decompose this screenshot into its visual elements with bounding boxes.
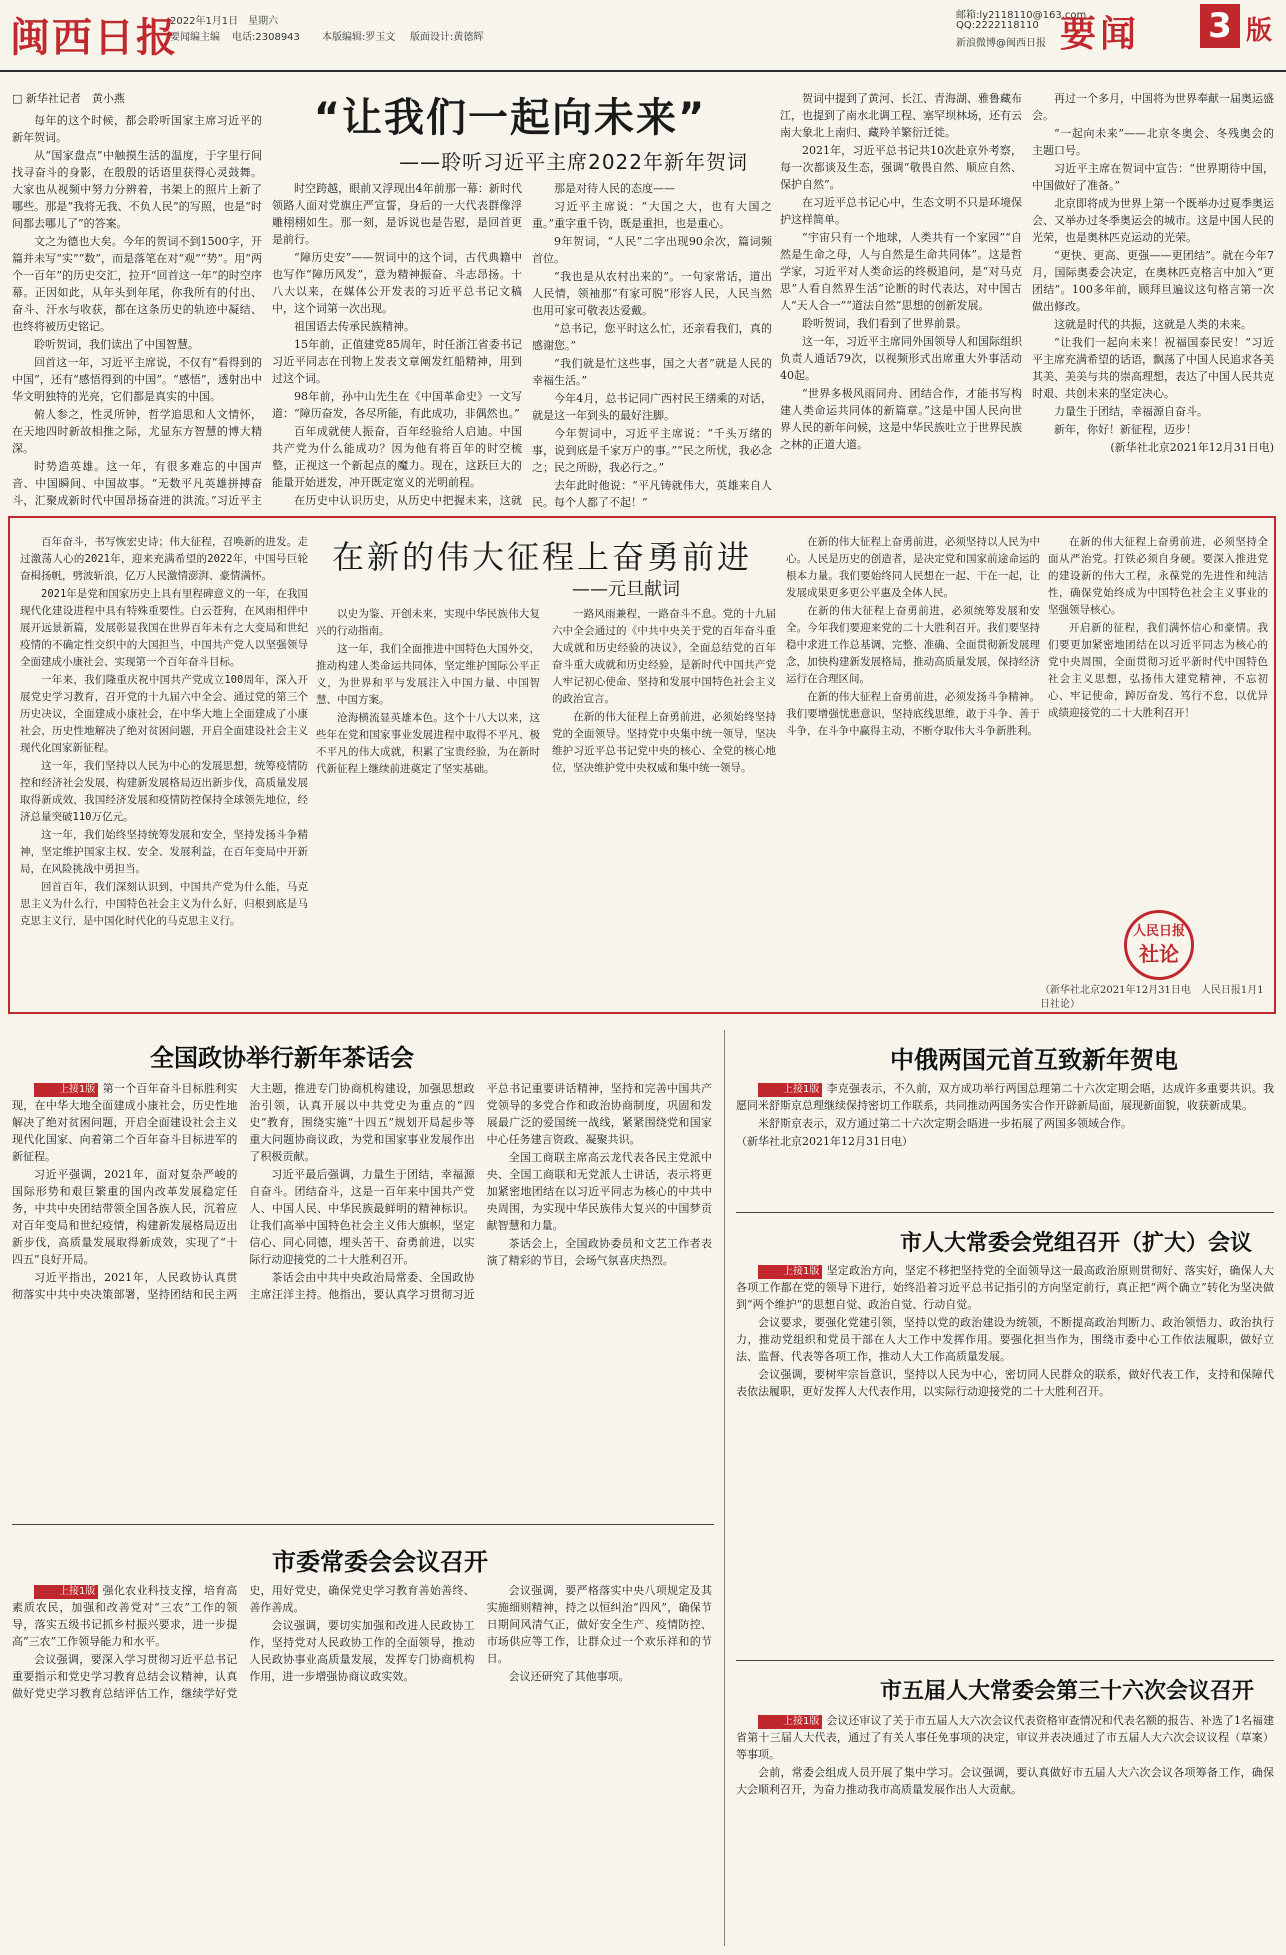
paragraph: 一年来，我们隆重庆祝中国共产党成立100周年，深入开展党史学习教育，召开党的十九届六中全会、通过党的第三个历史决议，全面建成小康社会，在中华大地上全面建成了小康社会，历史性地解决了绝对贫困问题，开启全面建设社会主义现代化国家新征程。: [20, 674, 308, 754]
paragraph: 习近平强调，2021年，面对复杂严峻的国际形势和艰巨繁重的国内改革发展稳定任务，中共中央团结带领全国各族人民，沉着应对百年变局和世纪疫情，构建新发展格局迈出新步伐，高质量发展取得新成效，实现了“十四五”良好开局。: [12, 1168, 238, 1266]
paragraph: 习近平主席在贺词中宣告：“世界期待中国，中国做好了准备。”: [1032, 162, 1274, 192]
continued-tag: 上接1版: [758, 1265, 822, 1279]
paragraph: 2021年是党和国家历史上具有里程碑意义的一年，在我国现代化建设进程中具有特殊重要性。白云苍狗，在风雨相伴中展开远景新篇，发展彰显我国在世界百年未有之大变局和世纪疫情的不确定性交织中的大国担当，中国共产党人以坚强领导全面建成小康社会、实现第一个百年奋斗目标。: [20, 588, 308, 668]
paragraph: 这一年，我们坚持以人民为中心的发展思想，统筹疫情防控和经济社会发展，构建新发展格局迈出新步伐，高质量发展取得新成效，我国经济发展和疫情防控保持全球领先地位，经济总量突破110万亿元。: [20, 760, 308, 823]
page-number: 3: [1200, 4, 1240, 48]
desk-editor: 本版编辑:罗玉文: [322, 32, 396, 43]
seal-text-bottom: 社论: [1139, 942, 1179, 966]
paragraph: 力量生于团结，幸福源自奋斗。: [1054, 405, 1208, 418]
paragraph: 会议还研究了其他事项。: [508, 1670, 630, 1683]
phone: 电话:2308943: [232, 32, 300, 43]
paragraph: 在新的伟大征程上奋勇前进，必须坚持全面从严治党。打铁必须自身硬。要深入推进党的建设新的伟大工程，永葆党的先进性和纯洁性，确保党始终成为中国特色社会主义事业的坚强领导核心。: [1048, 536, 1268, 616]
paragraph: 15年前，正值建党85周年，时任浙江省委书记习近平同志在刊物上发表文章阐发红船精神，用到过这个词。: [272, 338, 522, 385]
commentary-headline: 在新的伟大征程上奋勇前进: [331, 538, 752, 576]
editorial-seal: [1124, 910, 1194, 980]
paragraph: “总书记，您平时这么忙，还亲看我们，真的感谢您。”: [532, 322, 772, 352]
issue-date: 2022年1月1日 星期六: [170, 16, 279, 27]
paragraph: 回首百年，我们深刻认识到，中国共产党为什么能，马克思主义为什么行，中国特色社会主义为什么好，归根到底是马克思主义行，是中国化时代化的马克思主义行。: [20, 881, 308, 927]
paragraph: 百年成就使人振奋，百年经验给人启迪。中国共产党为什么能成功？因为他有将百年的时空梳整，正视这一个新起点的魔力。现在，这跃巨大的能量开始迸发，冲开既定宽义的光明前程。: [272, 425, 522, 489]
paragraph: 贺词中提到了黄河、长江、青海湖、雅鲁藏布江，也提到了南水北调工程、塞罕坝林场，还有云南大象北上南归、藏羚羊繁衍迁徙。: [780, 92, 1022, 139]
paragraph: 茶话会上，全国政协委员和文艺工作者表演了精彩的节目，会场气氛喜庆热烈。: [486, 1237, 712, 1267]
lead-column-4: [780, 90, 1274, 508]
section-name: 要闻: [1060, 14, 1141, 55]
paragraph: 聆听贺词，我们读出了中国智慧。: [34, 338, 199, 351]
npc-session-body: [736, 1712, 1274, 1946]
lead-subheadline: ——聆听习近平主席2022年新年贺词: [399, 150, 748, 174]
lead-headline: “让我们一起向未来”: [313, 95, 707, 141]
paragraph: 上接1版 强化农业科技支撑，培育高素质农民，加强和改善党对“三农”工作的领导，落实五级书记抓乡村振兴要求，进一步提高“三农”工作领导能力和水平。: [12, 1584, 238, 1648]
paragraph: “更快、更高、更强——更团结”。就在今年7月，国际奥委会决定，在奥林匹克格言中加入“更团结”。100多年前，顾拜旦遍议这句格言第一次做出修改。: [1032, 249, 1274, 313]
paragraph: 上接1版 第一个百年奋斗目标胜利实现，在中华大地全面建成小康社会，历史性地解决了绝对贫困问题，开启全面建设社会主义现代化国家、向着第二个百年奋斗目标进军的新征程。: [12, 1082, 238, 1163]
paragraph: 俯人参之，性灵所钟，哲学追思和人文情怀，在天地四时新故相推之际，尤显东方智慧的博大精深。: [12, 408, 262, 455]
cppcc-body: [12, 1080, 712, 1520]
paragraph: 全国工商联主席高云龙代表各民主党派中央、全国工商联和无党派人士讲话，表示将更加紧密地团结在以习近平同志为核心的中共中央周围，为实现中华民族伟大复兴的中国梦贡献智慧和力量。: [486, 1151, 712, 1232]
paragraph: 上接1版 坚定政治方向，坚定不移把坚持党的全面领导这一最高政治原则贯彻好、落实好，确保人大各项工作都在党的领导下进行，始终沿着习近平总书记指引的方向坚定前行，真正把“两个确立”转化为坚决做到“两个维护”的思想自觉、政治自觉、行动自觉。: [736, 1264, 1274, 1311]
paragraph: 在新的伟大征程上奋勇前进，必须坚持以人民为中心。人民是历史的创造者，是决定党和国家前途命运的根本力量。我们要始终同人民想在一起、干在一起，让发展成果更多更公平惠及全体人民。: [786, 536, 1040, 599]
continued-tag: 上接1版: [34, 1585, 98, 1599]
paragraph: 回首这一年，习近平主席说，不仅有“看得到的中国”，还有“感悟得到的中国”。“感悟”，透射出中华文明独特的光亮，它们都是真实的中国。: [12, 356, 262, 403]
city-meeting-body: [12, 1582, 712, 1946]
paragraph: 在新的伟大征程上奋勇前进，必须始终坚持党的全面领导。坚持党中央集中统一领导，坚决维护习近平总书记党中央的核心、全党的核心地位，坚决维护党中央权威和集中统一领导。: [552, 711, 776, 774]
commentary-column-3: [786, 534, 1040, 1004]
paragraph: 习近平最后强调，力量生于团结，幸福源自奋斗。团结奋斗，这是一百年来中国共产党人、中国人民、中华民族最鲜明的精神标识。让我们高举中国特色社会主义伟大旗帜，坚定信心、同心同德，埋头苦干、奋勇前进，以实际行动迎接党的二十大胜利召开。: [249, 1168, 475, 1266]
commentary-dateline: （新华社北京2021年12月31日电 人民日报1月1日社论）: [1040, 985, 1264, 1010]
column-divider: [724, 1030, 725, 1946]
paragraph: 文之为德也大矣。今年的贺词不到1500字，开篇并未写“实”“数”，而是落笔在对“观”“势”。用“两个一百年”的历史交汇，拉开“回首这一年”的时空序幕。正因如此，从年头到年尾，你我所有的付出、奋斗、汗水与收获，都在这条历史的轨迹中凝结、也终将被历史铭记。: [12, 235, 262, 333]
dateline: (新华社北京2021年12月31日电): [1110, 441, 1274, 454]
paragraph: 时势造英雄。这一年，有很多难忘的中国声音、中国瞬间、中国故事。“无数平凡英雄拼搏奋斗，汇聚成新时代中国昂扬奋进的洪流。”习近平主: [12, 460, 262, 507]
paragraph: 茶话会由中共中央政治局常委、全国政协主席汪洋主持。他指出，要认真学习贯彻习近平总书记重要讲话精神，坚持和完善中国共产党领导的多党合作和政治协商制度，巩固和发展最广泛的爱国统一战线，紧紧围绕党和国家中心任务建言资政、凝聚共识。: [249, 1082, 712, 1301]
weibo: 新浪微博@闽西日报: [956, 38, 1046, 49]
cppcc-headline: 全国政协举行新年茶话会: [150, 1044, 414, 1072]
paragraph: “让我们一起向未来！祝福国泰民安！”习近平主席充满希望的话语，飘荡了中国人民追求各美其美、美美与共的崇高理想，表达了中国人民共克时艰、共创未来的坚定决心。: [1032, 336, 1274, 400]
lead-column-1: [12, 112, 262, 508]
paragraph: “世界多极风雨同舟、团结合作，才能书写构建人类命运共同体的新篇章。”这是中国人民向世界人民的新年问候，这是中华民族吐立于世界民族之林的正道大道。: [780, 387, 1022, 451]
paragraph: 2021年，习近平总书记共10次赴京外考察，每一次都谈及生态，强调“敬畏自然、顺应自然、保护自然”。: [780, 144, 1022, 191]
paragraph: 这一年，我们全面推进中国特色大国外交，推动构建人类命运共同体，坚定维护国际公平正义，为世界和平与发展注入中国力量、中国智慧、中国方案。: [316, 643, 540, 706]
continued-tag: 上接1版: [34, 1083, 98, 1097]
paragraph: 上接1版 李克强表示，不久前，双方成功举行两国总理第二十六次定期会晤，达成许多重要共识。我愿同米舒斯京总理继续保持密切工作联系，共同推动两国务实合作开辟新局面，展现新面貌，收获新成果。: [736, 1082, 1274, 1112]
page-suffix: 版: [1246, 16, 1273, 46]
paragraph: 开启新的征程，我们满怀信心和豪情。我们要更加紧密地团结在以习近平同志为核心的党中央周围，全面贯彻习近平新时代中国特色社会主义思想，弘扬伟大建党精神，不忘初心、牢记使命，踔厉奋发、笃行不怠，以优异成绩迎接党的二十大胜利召开！: [1048, 622, 1268, 719]
newspaper-logo: 闽西日报: [10, 14, 178, 61]
continued-tag: 上接1版: [758, 1715, 822, 1729]
paragraph: 时空跨越，眼前又浮现出4年前那一幕：新时代领路人面对党旗庄严宣誓，身后的一大代表群像浮雕栩栩如生。那一刻，是诉说也是告慰，是回首更是前行。: [272, 182, 522, 246]
commentary-column-2: [316, 606, 776, 1004]
qq: QQ:2222118110: [956, 20, 1039, 31]
paragraph: 再过一个多月，中国将为世界奉献一届奥运盛会。: [1032, 92, 1274, 122]
paragraph: 在历史中认识历史，从历史中把握未来，这就: [294, 494, 522, 507]
paragraph: 米舒斯京表示，双方通过第二十六次定期会晤进一步拓展了两国多领域合作。: [758, 1117, 1132, 1130]
paragraph: 会前，常委会组成人员开展了集中学习。会议强调，要认真做好市五届人大六次会议各项筹备工作，确保大会顺利召开，为奋力推动我市高质量发展作出人大贡献。: [736, 1766, 1274, 1796]
paragraph: 今年贺词中，习近平主席说：“千头万绪的事，说到底是千家万户的事。”“民之所忧，我必念之；民之所盼，我必行之。”: [532, 427, 772, 474]
npc-session-headline: 市五届人大常委会第三十六次会议召开: [880, 1679, 1255, 1704]
commentary-column-4: [1048, 534, 1268, 904]
paragraph: 今年4月，总书记同广西村民王缮乘的对话，就是这一年到头的最好注脚。: [532, 392, 772, 422]
paragraph: 沧海横流显英雄本色。这个十八大以来，这些年在党和国家事业发展进程中取得不平凡、极不平凡的伟大成就，积累了宝贵经验，为在新时代新征程上继续前进奠定了坚实基础。: [316, 712, 540, 775]
paragraph: “宇宙只有一个地球，人类共有一个家园”“自然是生命之母，人与自然是生命共同体”。这是哲学家，习近平对人类命运的终极追问，是“对马克思”人看自然界生活“论断的时代表达，对中国古人“天人合一”“道法自然”思想的创新发展。: [780, 231, 1022, 312]
divider: [12, 1524, 714, 1525]
paragraph: 以史为鉴、开创未来，实现中华民族伟大复兴的行动指南。: [316, 608, 540, 637]
paragraph: 这就是时代的共振，这就是人类的未来。: [1054, 318, 1252, 331]
lead-column-2: [272, 180, 522, 508]
divider: [736, 1212, 1274, 1213]
continued-tag: 上接1版: [758, 1083, 822, 1097]
commentary-subheadline: ——元旦献词: [572, 579, 680, 600]
paragraph: 一路风雨兼程，一路奋斗不息。党的十九届六中全会通过的《中共中央关于党的百年奋斗重大成就和历史经验的决议》，全面总结党的百年奋斗重大成就和历史经验，是新时代中国共产党人牢记初心使命、坚持和发展中国特色社会主义的政治宣言。: [552, 608, 776, 705]
paragraph: 这一年，习近平主席同外国领导人和国际组织负责人通话79次，以视频形式出席重大外事活动40起。: [780, 335, 1022, 382]
paragraph: “一起向未来”——北京冬奥会、冬残奥会的主题口号。: [1032, 127, 1274, 157]
paragraph: 那是对待人民的态度——: [554, 182, 675, 195]
paragraph: “我们就是忙这些事，国之大者”就是人民的幸福生活。”: [532, 357, 772, 387]
paragraph: 去年此时他说：“平凡铸就伟大，英雄来自人民。每个人都了不起！”: [532, 479, 772, 508]
editor-line: 要闻编主编: [170, 32, 220, 43]
paragraph: 习近平主席说：“大国之大，也有大国之重。”重字重千钧，既是重担，也是重心。: [532, 200, 772, 230]
city-meeting-headline: 市委常委会会议召开: [272, 1548, 488, 1576]
paragraph: 会议强调，要严格落实中央八项规定及其实施细则精神，持之以恒纠治“四风”，确保节日期间风清气正，做好安全生产、疫情防控、市场供应等工作，让群众过一个欢乐祥和的节日。: [486, 1584, 712, 1665]
paragraph: 在新的伟大征程上奋勇前进，必须发扬斗争精神。我们要增强忧患意识，坚持底线思维，敢于斗争、善于斗争，在斗争中赢得主动，不断夺取伟大斗争新胜利。: [786, 691, 1040, 737]
paragraph: 从“国家盘点”中触摸生活的温度，于字里行间找寻奋斗的身影，在殷殷的话语里获得心灵鼓舞。大家也从视频中努力分辨着，书架上的照片上新了哪些。那是“我将无我、不负人民”的写照，也是“时间都去哪儿了”的答案。: [12, 149, 262, 230]
paragraph: “我也是从农村出来的”。一句家常话，道出人民情，领袖那“有家可脱”形容人民，人民当然也用可家可敬表达爱戴。: [532, 270, 772, 317]
paragraph: 会议强调，要切实加强和改进人民政协工作，坚持党对人民政协工作的全面领导，推动人民政协事业高质量发展，发挥专门协商机构作用，进一步增强协商议政实效。: [249, 1619, 475, 1683]
seal-text-top: 人民日报: [1132, 924, 1185, 939]
divider: [736, 1660, 1274, 1661]
paragraph: 习近平指出，2021年，人民政协认真贯彻落实中共中央决策部署，坚持团结和民主两大主题，推进专门协商机构建设，加强思想政治引领，认真开展以中共党史为重点的“四史”教育，围绕实施“十四五”规划开局起步等重大问题协商议政，为党和国家事业发展作出了积极贡献。: [12, 1082, 475, 1301]
paragraph: 在新的伟大征程上奋勇前进，必须统筹发展和安全。今年我们要迎来党的二十大胜利召开。我们要坚持稳中求进工作总基调，完整、准确、全面贯彻新发展理念，加快构建新发展格局，推动高质量发展，保持经济运行在合理区间。: [786, 605, 1040, 685]
commentary-column-1: [20, 534, 308, 1004]
email: 邮箱:ly2118110@163.com: [956, 10, 1087, 21]
npc-party-body: [736, 1262, 1274, 1652]
paragraph: 这一年，我们始终坚持统筹发展和安全，坚持发扬斗争精神，坚定维护国家主权、安全、发展利益，在百年变局中开新局，在风险挑战中勇担当。: [20, 829, 308, 875]
paragraph: 在习近平总书记心中，生态文明不只是环境保护这样简单。: [780, 196, 1022, 226]
paragraph: 9年贺词，“人民”二字出现90余次，篇词频首位。: [532, 235, 772, 265]
paragraph: 每年的这个时候，都会聆听国家主席习近平的新年贺词。: [12, 114, 262, 144]
paragraph: 聆听贺词，我们看到了世界前景。: [802, 317, 967, 330]
byline: □ 新华社记者 黄小燕: [12, 92, 125, 105]
paragraph: 98年前，孙中山先生在《中国革命史》一文写道：“障历奋发，各尽所能，有此成功，非偶然也。”: [272, 390, 522, 420]
paragraph: 会议强调，要深入学习贯彻习近平总书记重要指示和党史学习教育总结会议精神，认真做好党史学习教育总结评估工作，继续学好党史，用好党史，确保党史学习教育善始善终、善作善成。: [12, 1584, 475, 1700]
masthead: [0, 0, 1286, 72]
npc-party-headline: 市人大常委会党组召开（扩大）会议: [900, 1231, 1253, 1256]
paragraph: 新年，你好！新征程，迈步！: [1054, 423, 1197, 436]
paragraph: “障历史安”——贺词中的这个词，古代典籍中也写作“障历风发”，意为精神振奋、斗志昂扬。十八大以来，在媒体公开发表的习近平总书记文稿中，这个词第一次出现。: [272, 251, 522, 315]
paragraph: 上接1版 会议还审议了关于市五届人大六次会议代表资格审查情况和代表名额的报告、补选了1名福建省第十三届人大代表，通过了有关人事任免事项的决定，审议并表决通过了市五届人大六次会议议程（草案）等事项。: [736, 1714, 1274, 1761]
layout-designer: 版面设计:黄德辉: [410, 32, 484, 43]
lead-column-3: [532, 180, 772, 508]
sino-russia-headline: 中俄两国元首互致新年贺电: [890, 1046, 1178, 1074]
paragraph: 会议要求，要强化党建引领，坚持以党的政治建设为统领，不断提高政治判断力、政治领悟力、政治执行力，推动党组织和党员干部在人大工作中发挥作用。要强化担当作为，围绕市委中心工作依法履职，做好立法、监督、代表等各项工作，推动人大工作高质量发展。: [736, 1316, 1274, 1363]
paragraph: 会议强调，要树牢宗旨意识，坚持以人民为中心，密切同人民群众的联系，做好代表工作，支持和保障代表依法履职，更好发挥人大代表作用，以实际行动迎接党的二十大胜利召开。: [736, 1368, 1274, 1398]
paragraph: 百年奋斗，书写恢宏史诗；伟大征程，召唤新的进发。走过激荡人心的2021年，迎来充满希望的2022年，中国号巨轮奋楫扬帆，劈波斩浪，亿万人民激情澎湃、豪情满怀。: [20, 536, 308, 582]
dateline: （新华社北京2021年12月31日电）: [736, 1135, 913, 1148]
paragraph: 祖国语去传承民族精神。: [294, 320, 415, 333]
sino-russia-body: [736, 1080, 1274, 1206]
paragraph: 北京即将成为世界上第一个既举办过夏季奥运会、又举办过冬季奥运会的城市。这是中国人民的光荣，也是奥林匹克运动的光荣。: [1032, 197, 1274, 244]
